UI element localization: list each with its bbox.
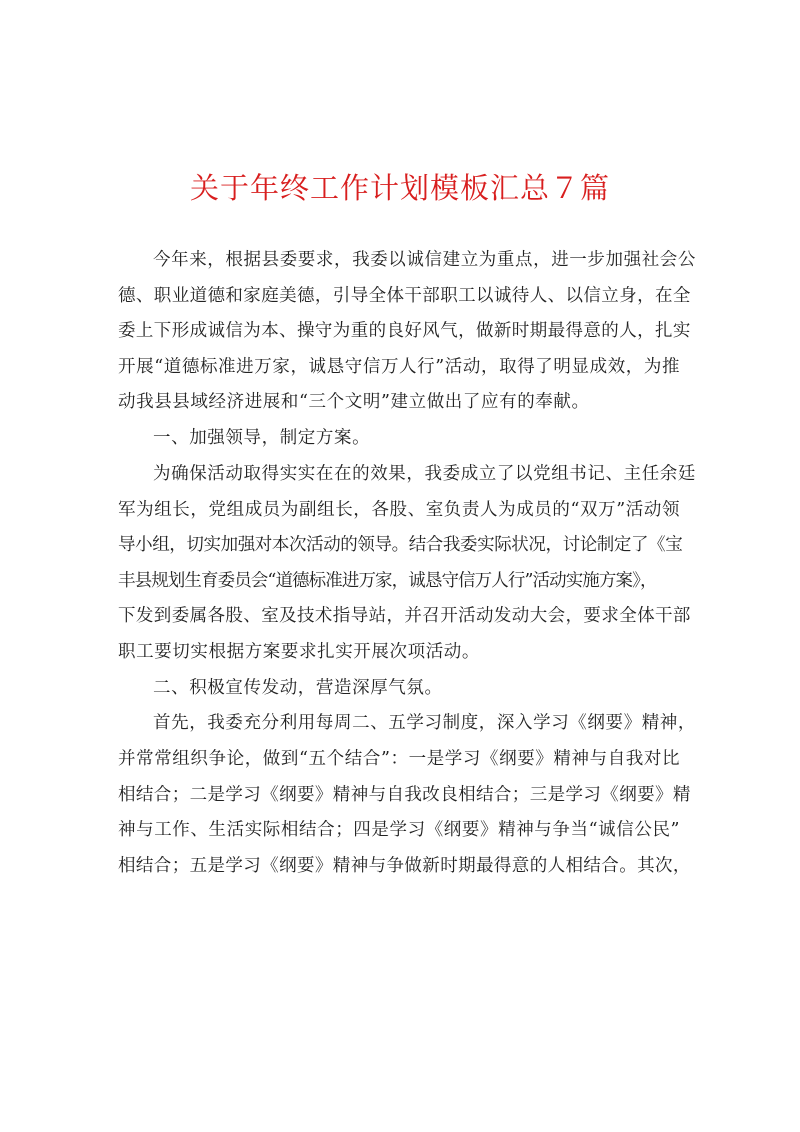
paragraph-publicity	[118, 706, 696, 884]
text-line: 相结合；二是学习《纲要》精神与自我改良相结合；三是学习《纲要》精	[118, 784, 691, 805]
text-line: 德、职业道德和家庭美德，引导全体干部职工以诚待人、以信立身，在全	[118, 285, 691, 306]
text-line: 导小组，切实加强对本次活动的领导。结合我委实际状况，讨论制定了《宝	[118, 535, 683, 556]
text-line: 为确保活动取得实实在在的效果，我委成立了以党组书记、主任余廷	[153, 463, 696, 484]
text-line: 下发到委属各股、室及技术指导站，并召开活动发动大会，要求全体干部	[118, 606, 691, 627]
text-line: 开展“道德标准进万家，诚恳守信万人行”活动，取得了明显成效，为推	[118, 356, 681, 377]
document-title: 关于年终工作计划模板汇总７篇	[189, 171, 610, 205]
text-line: 动我县县域经济进展和“三个文明”建立做出了应有的奉献。	[118, 392, 590, 413]
text-line: 职工要切实根据方案要求扎实开展次项活动。	[118, 641, 480, 662]
text-line: 丰县规划生育委员会“道德标准进万家，诚恳守信万人行”活动实施方案》，	[118, 570, 657, 591]
section-heading-2: 二、积极宣传发动，营造深厚气氛。	[153, 677, 443, 698]
text-line: 今年来，根据县委要求，我委以诚信建立为重点，进一步加强社会公	[153, 250, 696, 270]
paragraph-intro	[118, 243, 696, 421]
paragraph-leadership	[118, 457, 696, 671]
text-line: 军为组长，党组成员为副组长，各股、室负责人为成员的“双万”活动领	[118, 499, 681, 520]
section-heading-1: 一、加强领导，制定方案。	[153, 428, 371, 449]
document-body	[118, 243, 696, 884]
text-line: 首先，我委充分利用每周二、五学习制度，深入学习《纲要》精神，	[153, 713, 696, 734]
text-line: 神与工作、生活实际相结合；四是学习《纲要》精神与争当“诚信公民”	[118, 820, 681, 841]
text-line: 相结合；五是学习《纲要》精神与争做新时期最得意的人相结合。其次，	[118, 855, 691, 876]
text-line: 委上下形成诚信为本、操守为重的良好风气，做新时期最得意的人，扎实	[118, 321, 691, 342]
text-line: 并常常组织争论，做到“五个结合”：一是学习《纲要》精神与自我对比	[118, 749, 681, 770]
